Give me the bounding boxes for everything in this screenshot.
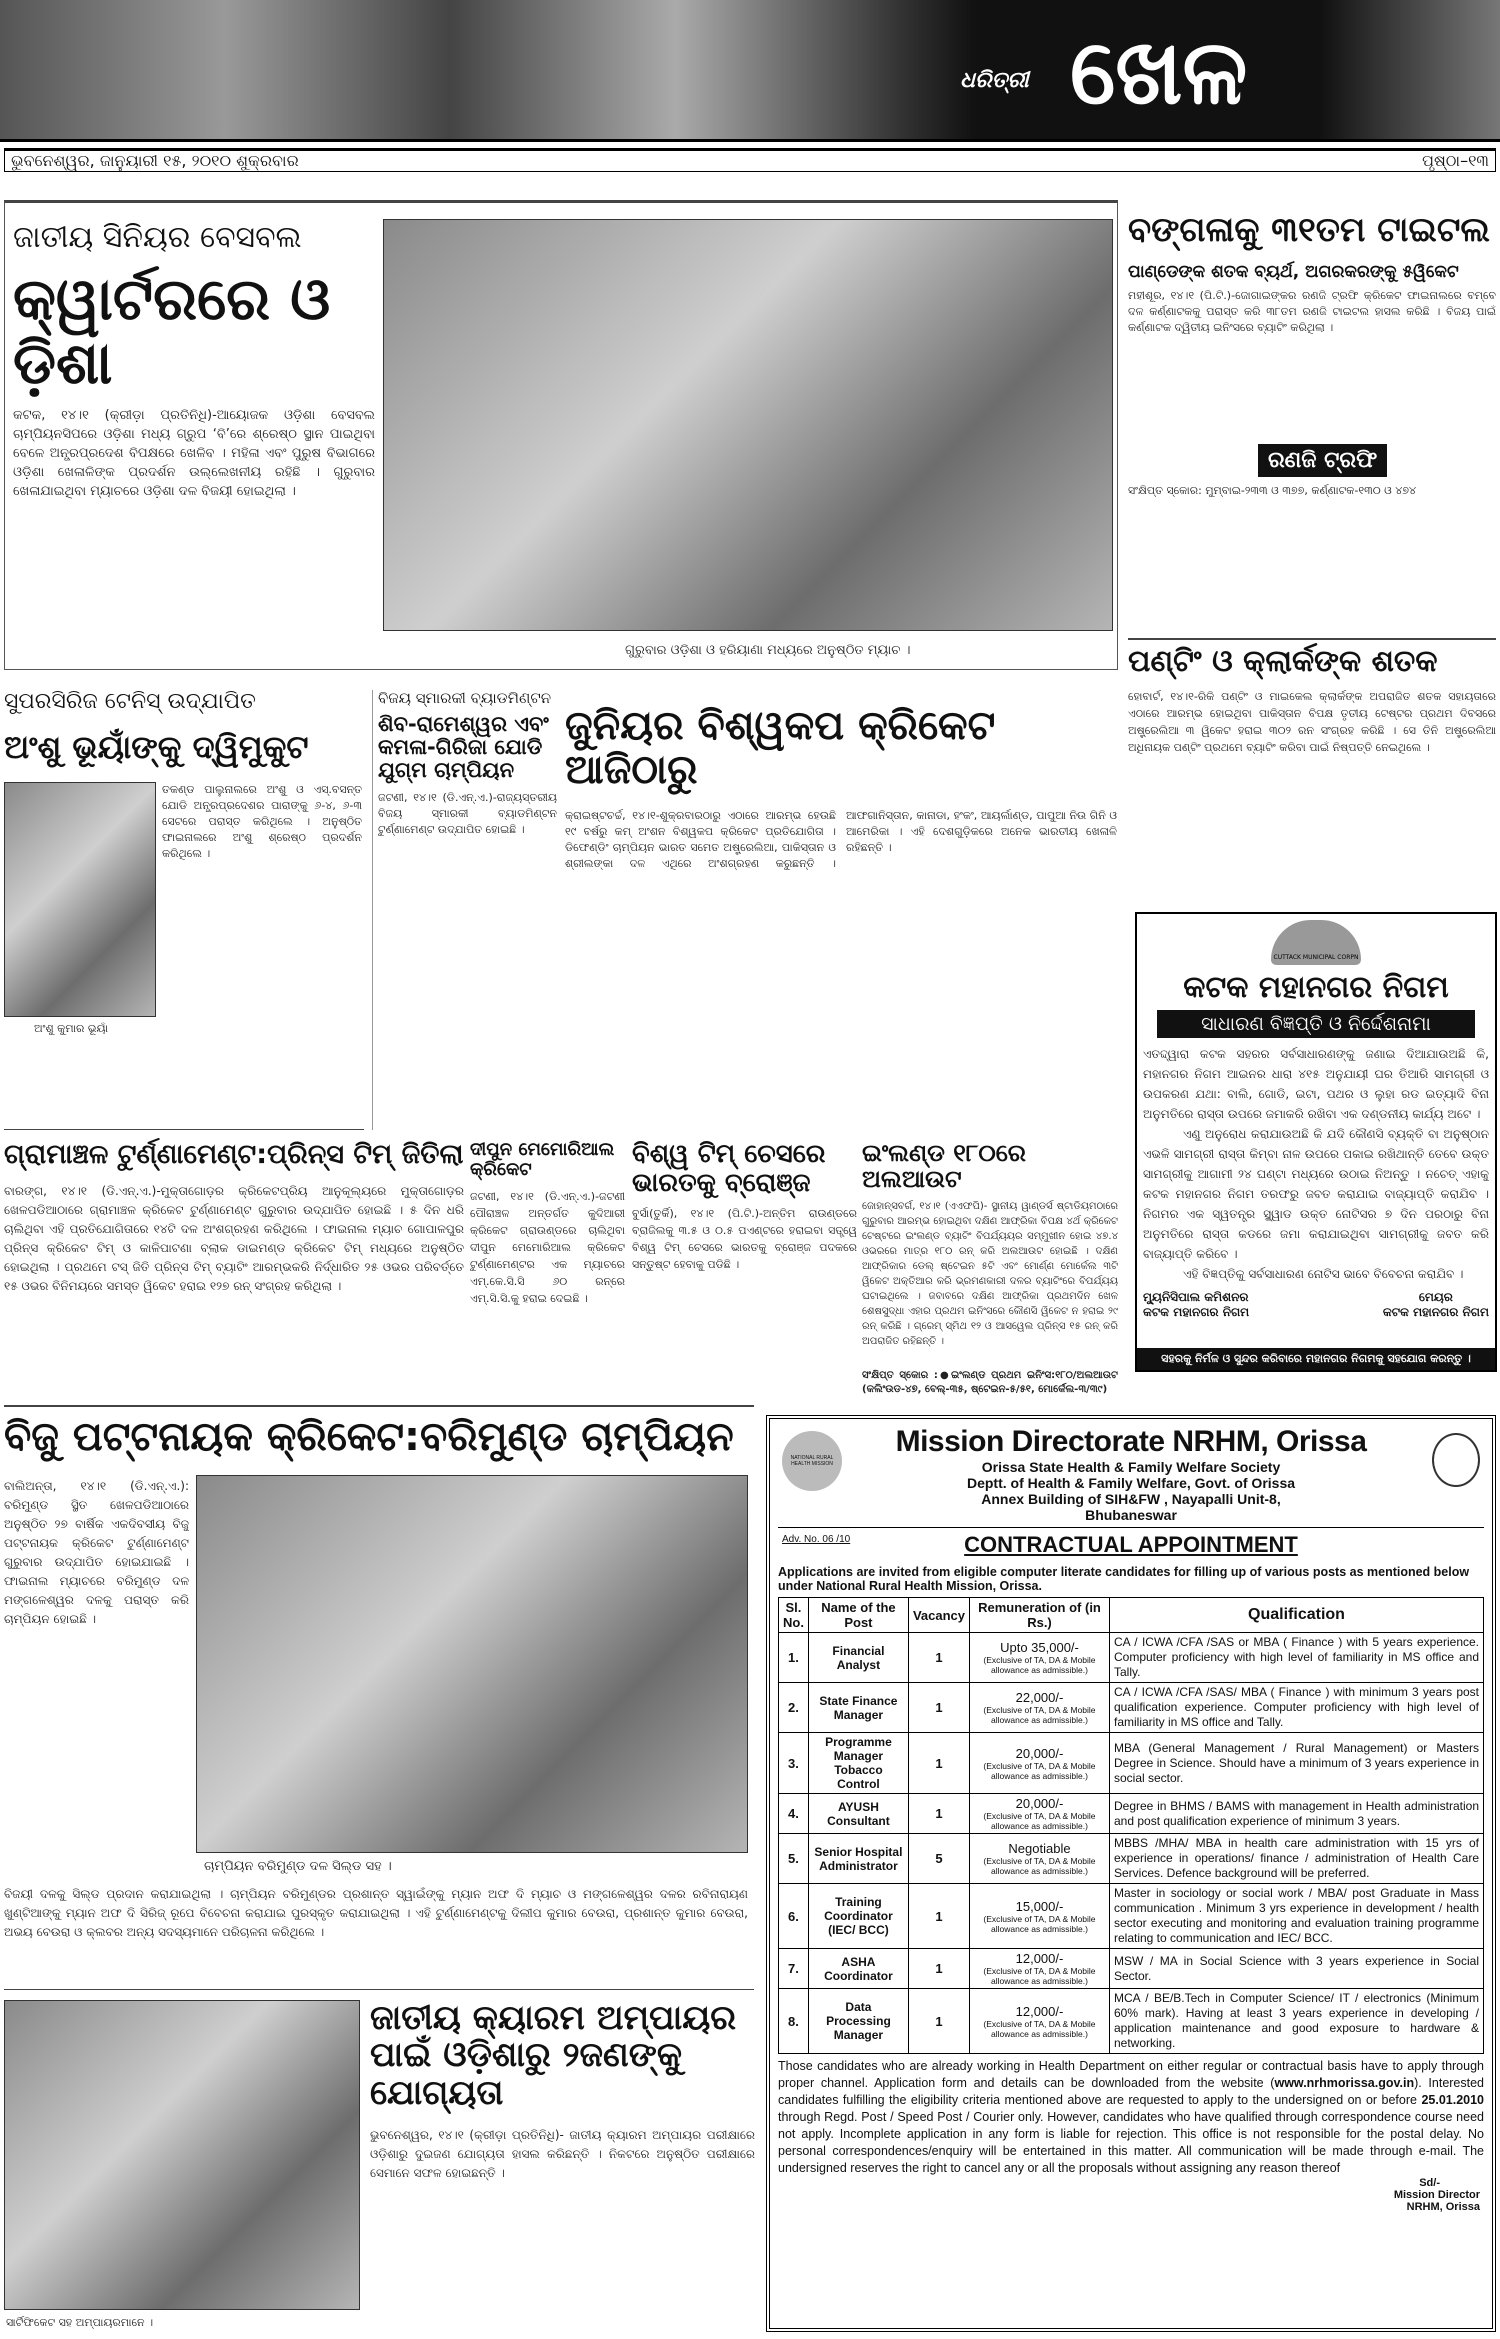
- cmc-subtitle: ସାଧାରଣ ବିଜ୍ଞପ୍ତି ଓ ନିର୍ଦ୍ଦେଶନାମା: [1157, 1010, 1475, 1038]
- col-post: Name of the Post: [808, 1598, 908, 1633]
- footer-part-1: Those candidates who are already working in Health Department on either regular or contractual basis have to apply through proper channel. Application form and details can be downloaded from the website (: [778, 2059, 1484, 2090]
- ranji-trophy-tag: ରଣଜି ଟ୍ରଫି: [1258, 444, 1387, 477]
- page-number: ପୃଷ୍ଠା–୧୩: [1421, 151, 1489, 170]
- caption: ଗୁରୁବାର ଓଡ଼ିଶା ଓ ହରିୟାଣା ମଧ୍ୟରେ ଅନୁଷ୍ଠିତ ମ୍ୟାଚ ।: [625, 643, 911, 658]
- cmc-body-3: ଏହି ବିଜ୍ଞପ୍ତିକୁ ସର୍ବସାଧାରଣ ନୋଟିସ ଭାବେ ବିବେଚନା କରାଯିବ ।: [1183, 1267, 1464, 1281]
- body: କଟକ, ୧୪।୧ (କ୍ରୀଡ଼ା ପ୍ରତିନିଧି)-ଆୟୋଜକ ଓଡ଼ିଶା ବେସବଲ ଚାମ୍ପିୟନସିପରେ ଓଡ଼ିଶା ମଧ୍ୟ ଗ୍ରୁପ ‘ବି’ରେ ଶ୍ରେଷ୍ଠ ସ୍ଥାନ ପାଇଥିବା ବେଳେ ଅନ୍ଧ୍ରପ୍ରଦେଶ ବିପକ୍ଷରେ ଖେଳିବ । ମହିଳା ଏବଂ ପୁରୁଷ ବିଭାଗରେ ଓଡ଼ିଶା ଖେଳାଳିଙ୍କ ପ୍ରଦର୍ଶନ ଉଲ୍ଲେଖନୀୟ ରହିଛି । ଗୁରୁବାର ଖେଳାଯାଇଥିବା ମ୍ୟାଚରେ ଓଡ଼ିଶା ଦଳ ବିଜୟୀ ହୋଇଥିଲା ।: [13, 407, 375, 499]
- allowance-note: (Exclusive of TA, DA & Mobile allowance as admissible.): [983, 1705, 1096, 1725]
- ad-line-2: Deptt. of Health & Family Welfare, Govt. of Orissa: [966, 1475, 1296, 1491]
- headline: ବଙ୍ଗଳାକୁ ୩୧ତମ ଟାଇଟଲ: [1128, 210, 1490, 250]
- ad-intro: Applications are invited from eligible computer literate candidates for filling up of various posts as mentioned below under National Rural Health Mission, Orissa.: [778, 1565, 1470, 1593]
- qualification: Degree in BHMS / BAMS with management in Health administration and post qualification experience of minimum 3 years.: [1109, 1794, 1483, 1834]
- commissioner-org: କଟକ ମହାନଗର ନିଗମ: [1143, 1305, 1250, 1319]
- score: ସଂକ୍ଷିପ୍ତ ସ୍କୋର: ମୁମ୍ବାଇ-୨୩୩ ଓ ୩୭୭, କର୍ଣ୍ଣାଟକ-୧୩୦ ଓ ୪୭୪: [1128, 484, 1417, 498]
- headline: କ୍ୱାର୍ଟରରେ ଓଡ଼ିଶା: [13, 265, 331, 397]
- pay-value: 20,000/-: [1015, 1745, 1064, 1761]
- mayor-org: କଟକ ମହାନଗର ନିଗମ: [1382, 1305, 1489, 1319]
- score: ସଂକ୍ଷିପ୍ତ ସ୍କୋର :●ଇଂଲଣ୍ଡ ପ୍ରଥମ ଇନିଂସ:୧୮୦/ଅଲଆଉଟ (କଲିଂଉଡ-୪୭, ବେଲ୍-୩୫, ଷ୍ଟେଇନ-୫/୫୧, ମୋର୍କେଲ-୩/୩୯): [862, 1369, 1118, 1395]
- ad-heading: CONTRACTUAL APPOINTMENT: [964, 1532, 1298, 1557]
- table-row: [779, 1633, 1484, 1683]
- sign-sd: Sd/-: [1419, 2177, 1440, 2189]
- cmc-emblem: CUTTACK MUNICIPAL CORPN: [1271, 920, 1361, 965]
- cmc-body-1: ଏତଦ୍ଦ୍ୱାରା କଟକ ସହରର ସର୍ବସାଧାରଣଙ୍କୁ ଜଣାଇ ଦିଆଯାଉଅଛି କି, ମହାନଗର ନିଗମ ଆଇନର ଧାରା ୪୧୫ ଅନୁଯାୟୀ ଘର ତିଆରି ସାମଗ୍ରୀ ଓ ଉପକରଣ ଯଥା: ବାଲି, ଗୋଡି, ଇଟା, ପଥର ଓ ଲୁହା ରଡ ଇତ୍ୟାଦି ବିନା ଅନୁମତିରେ ରାସ୍ତା ଉପରେ ଜମାକରି ରଖିବା ଏକ ଦଣ୍ଡନୀୟ କାର୍ଯ୍ୟ ଅଟେ ।: [1143, 1047, 1489, 1121]
- allowance-note: (Exclusive of TA, DA & Mobile allowance as admissible.): [983, 1913, 1096, 1934]
- sl: 5.: [779, 1834, 809, 1884]
- post: AYUSH Consultant: [808, 1794, 908, 1834]
- cmc-signatures: [1143, 1290, 1489, 1320]
- ad-footer-text: [778, 2058, 1484, 2177]
- posts-table: [778, 1597, 1484, 2054]
- post: Programme Manager Tobacco Control: [808, 1733, 908, 1794]
- vacancy: 1: [908, 1683, 969, 1733]
- pay-value: 15,000/-: [1015, 1898, 1064, 1914]
- headline: ଗ୍ରାମାଞ୍ଚଳ ଟୁର୍ଣ୍ଣାମେଣ୍ଟ:ପ୍ରିନ୍ସ ଟିମ୍ ଜିତିଲା: [4, 1139, 464, 1170]
- body: ଜଟଣୀ, ୧୪।୧ (ଡି.ଏନ୍.ଏ.)-ଜଟଣୀ ପୌରାଞ୍ଚଳ ଅନ୍ତର୍ଗତ କୁଦିଆରୀ କ୍ରିକେଟ ଗ୍ରାଉଣ୍ଡରେ ଚାଲିଥିବା ଦୀପୁନ ମେମୋରିଆଲ କ୍ରିକେଟ ଟୁର୍ଣ୍ଣାମେଣ୍ଟର ଏକ ମ୍ୟାଚରେ ଏମ୍.କେ.ସି.ସି ୬୦ ରନ୍‌ରେ ଏମ୍.ସି.ସି.କୁ ହରାଇ ଦେଇଛି ।: [470, 1189, 625, 1305]
- pay: [969, 1834, 1109, 1884]
- kicker: ସୁପରସିରିଜ ଟେନିସ୍ ଉଦ୍‌ଯାପିତ: [4, 689, 256, 714]
- body: ବୁର୍ସା(ତୁର୍କି), ୧୪।୧ (ପି.ଟି.)-ଅନ୍ତିମ ରାଉଣ୍ଡରେ ବ୍ରାଜିଲକୁ ୩.୫ ଓ ୦.୫ ପଏଣ୍ଟରେ ହରାଇବା ସତ୍ତ୍ୱେ ବିଶ୍ୱ ଟିମ୍ ଚେସରେ ଭାରତକୁ ବ୍ରୋଞ୍ଜ ପଦକରେ ସନ୍ତୁଷ୍ଟ ହେବାକୁ ପଡିଛି ।: [632, 1207, 857, 1272]
- ad-signature: [778, 2177, 1480, 2213]
- qualification: CA / ICWA /CFA /SAS/ MBA ( Finance ) with minimum 3 years post qualification experience. Computer proficiency with high level of familiarity in MS office and Tally.: [1109, 1683, 1483, 1733]
- vacancy: 1: [908, 1949, 969, 1989]
- table-row: [779, 1733, 1484, 1794]
- carrom-caption: ସାର୍ଟିଫିକେଟ ସହ ଅମ୍ପାୟରମାନେ ।: [6, 2316, 154, 2329]
- post: Senior Hospital Administrator: [808, 1834, 908, 1884]
- sl: 4.: [779, 1794, 809, 1834]
- pay: [969, 1733, 1109, 1794]
- pay: [969, 1633, 1109, 1683]
- headline: ଅଂଶୁ ଭୂୟାଁଙ୍କୁ ଦ୍ୱିମୁକୁଟ: [4, 728, 309, 767]
- sl: 3.: [779, 1733, 809, 1794]
- col-sl: Sl. No.: [779, 1598, 809, 1633]
- date-bar: [4, 148, 1496, 172]
- ad-line-1: Orissa State Health & Family Welfare Society: [981, 1459, 1281, 1475]
- table-row: [779, 1949, 1484, 1989]
- umpires-photo: [4, 2000, 360, 2310]
- website-link[interactable]: www.nrhmorissa.gov.in: [1274, 2076, 1415, 2090]
- caption: ଚାମ୍ପିୟନ ବରିମୁଣ୍ଡ ଦଳ ସିଲ୍ଡ ସହ ।: [204, 1859, 392, 1874]
- dateline: ଭୁବନେଶ୍ୱର, ଜାନୁୟାରୀ ୧୫, ୨୦୧୦ ଶୁକ୍ରବାର: [11, 151, 299, 170]
- article-england: [862, 1140, 1118, 1395]
- tennis-player-photo: [4, 782, 156, 1017]
- cmc-notice: [1135, 912, 1497, 1372]
- vacancy: 5: [908, 1834, 969, 1884]
- headline: ପଣ୍ଟିଂ ଓ କ୍ଲାର୍କଙ୍କ ଶତକ: [1128, 644, 1438, 679]
- pay-value: Negotiable: [1008, 1841, 1071, 1856]
- vacancy: 1: [908, 1884, 969, 1949]
- article-biju-cricket: [4, 1405, 754, 1990]
- qualification: MBA (General Management / Rural Management) or Masters Degree in Science. Should have a minimum of 3 years experience in social sector.: [1109, 1733, 1483, 1794]
- sl: 7.: [779, 1949, 809, 1989]
- post: Data Processing Manager: [808, 1989, 908, 2054]
- qualification: MCA / BE/B.Tech in Computer Science/ IT / electronics (Minimum 60% mark). Having at least 3 years experience in developing / application maintenance and good exposure to hardware & networking.: [1109, 1989, 1483, 2054]
- ad-line-3: Annex Building of SIH&FW , Nayapalli Unit-8,: [981, 1491, 1281, 1507]
- sl: 6.: [779, 1884, 809, 1949]
- pay: [969, 1683, 1109, 1733]
- table-row: [779, 1834, 1484, 1884]
- allowance-note: (Exclusive of TA, DA & Mobile allowance as admissible.): [983, 1966, 1096, 1986]
- body: ତକଣ୍ଡ ପାଲୁନାଲରେ ଅଂଶୁ ଓ ଏସ୍.ବସନ୍ତ ଯୋଡି ଅନ୍ଧ୍ରପ୍ରଦେଶର ପାରାଙ୍କୁ ୬-୪, ୬-୩ ସେଟରେ ପରାସ୍ତ କରିଥିଲେ । ଅନୁଷ୍ଠିତ ଫାଇନାଲରେ ଅଂଶୁ ଶ୍ରେଷ୍ଠ ପ୍ରଦର୍ଶନ କରିଥିଲେ ।: [162, 783, 362, 860]
- table-row: [779, 1884, 1484, 1949]
- article-baseball: [4, 200, 1118, 670]
- allowance-note: (Exclusive of TA, DA & Mobile allowance as admissible.): [983, 1811, 1096, 1831]
- body-bottom: ବିଜୟୀ ଦଳକୁ ସିଲ୍ଡ ପ୍ରଦାନ କରାଯାଇଥିଲା । ଚାମ୍ପିୟନ ବରିମୁଣ୍ଡର ପ୍ରଶାନ୍ତ ସ୍ୱାଇଁଙ୍କୁ ମ୍ୟାନ ଅଫ ଦି ମ୍ୟାଚ ଓ ମଙ୍ଗଳେଶ୍ୱର ଦଳର ରବିନାରାୟଣ ଖୁଣ୍ଟିଆଙ୍କୁ ମ୍ୟାନ ଅଫ ଦି ସିରିଜ୍ ରୂପେ ବିବେଚନା କରାଯାଇ ପୁରସ୍କୃତ କରାଯାଇଥିଲା । ଏହି ଟୁର୍ଣ୍ଣାମେଣ୍ଟକୁ ଦିଲୀପ କୁମାର ବେଉରା, ପ୍ରଶାନ୍ତ କୁମାର ବେଉରା, ଅଭୟ ବେଉରା ଓ କ୍ଲବର ଅନ୍ୟ ସଦସ୍ୟମାନେ ପରିଚାଳନା କରିଥିଲେ ।: [4, 1887, 748, 1939]
- orissa-emblem: [1432, 1433, 1480, 1487]
- article-tennis: [4, 690, 364, 1130]
- article-junior-world-cup: [565, 690, 1117, 1130]
- champion-team-photo: [196, 1475, 748, 1853]
- headline: ଦୀପୁନ ମେମୋରିଆଲ କ୍ରିକେଟ: [470, 1139, 615, 1180]
- headline: ଶିବ-ରାମେଶ୍ୱର ଏବଂ କମଳା-ଗିରିଜା ଯୋଡି ଯୁଗ୍ମ ଚାମ୍ପିୟନ: [378, 711, 549, 782]
- headline: ବିଜୁ ପଟ୍ଟନାୟକ କ୍ରିକେଟ:ବରିମୁଣ୍ଡ ଚାମ୍ପିୟନ: [4, 1414, 734, 1460]
- kicker: ଜାତୀୟ ସିନିୟର ବେସବଲ: [13, 221, 302, 255]
- pay: [969, 1989, 1109, 2054]
- footer-part-3: through Regd. Post / Speed Post / Courier only. However, candidates who have qualified through correspondence course need not apply. Incomplete application in any form is liable for rejection. This office is not responsible for the postal delay. No personal correspondences/enquiry will be entertained in this matter. All communication will be made through e-mail. The undersigned reserves the right to cancel any or all the proposals without assigning any reason thereof: [778, 2110, 1484, 2175]
- col-vacancy: Vacancy: [908, 1598, 969, 1633]
- masthead: [0, 0, 1500, 142]
- pay-value: 12,000/-: [1015, 2003, 1064, 2019]
- article-dipun-memorial: [470, 1140, 625, 1395]
- headline: ଇଂଲଣ୍ଡ ୧୮୦ରେ ଅଲଆଉଟ: [862, 1139, 1026, 1194]
- body: ଜୋହାନ୍ସବର୍ଗ, ୧୪।୧ (ଏଏଫପି)- ସ୍ଥାନୀୟ ୱାଣ୍ଡର୍ସ ଷ୍ଟାଡିୟମଠାରେ ଗୁରୁବାର ଆରମ୍ଭ ହୋଇଥିବା ଦକ୍ଷିଣ ଆଫ୍ରିକା ବିପକ୍ଷ ୪ର୍ଥ କ୍ରିକେଟ ଟେଷ୍ଟରେ ଇଂଲଣ୍ଡ ବ୍ୟାଟିଂ ବିପର୍ଯ୍ୟୟର ସମ୍ମୁଖୀନ ହୋଇ ୪୭.୪ ଓଭରରେ ମାତ୍ର ୧୮୦ ରନ୍ କରି ଅଲଆଉଟ ହୋଇଛି । ଦକ୍ଷିଣ ଆଫ୍ରିକାର ଡେଲ୍ ଷ୍ଟେଇନ ୫ଟି ଏବଂ ମୋର୍ଣ୍ଣ ମୋର୍କେଲ ୩ଟି ୱିକେଟ ଅକ୍ତିଆର କରି ଭ୍ରମଣକାରୀ ଦଳର ବ୍ୟାଟିଂରେ ବିପର୍ଯ୍ୟୟ ଘଟାଇଥିଲେ । ଜବାବରେ ଦକ୍ଷିଣ ଆଫ୍ରିକା ପ୍ରଥମଦିନ ଖେଳ ଶେଷସୁଦ୍ଧା ଏହାର ପ୍ରଥମ ଇନିଂସରେ କୌଣସି ୱିକେଟ ନ ହରାଇ ୨୯ ରନ୍ କରିଛି । ଗ୍ରେମ୍ ସ୍ମିଥ ୧୨ ଓ ଆସୱେଲ ପ୍ରିନ୍ସ ୧୫ ରନ୍ କରି ଅପରାଜିତ ରହିଛନ୍ତି ।: [862, 1200, 1118, 1347]
- vacancy: 1: [908, 1989, 969, 2054]
- headline: ଜାତୀୟ କ୍ୟାରମ ଅମ୍ପାୟର ପାଇଁ ଓଡ଼ିଶାରୁ ୨ଜଣଙ୍କୁ ଯୋଗ୍ୟତା: [370, 1998, 737, 2113]
- pay-value: 22,000/-: [1015, 1690, 1064, 1705]
- col-pay: Remuneration of (in Rs.): [969, 1598, 1109, 1633]
- allowance-note: (Exclusive of TA, DA & Mobile allowance as admissible.): [983, 2018, 1096, 2039]
- sl: 1.: [779, 1633, 809, 1683]
- baseball-photo: [383, 219, 1113, 631]
- adv-number: Adv. No. 06 /10: [782, 1534, 851, 1545]
- qualification: MSW / MA in Social Science with 3 years experience in Social Sector.: [1109, 1949, 1483, 1989]
- body-left: ବାଲିଅନ୍ତା, ୧୪।୧ (ଡି.ଏନ୍.ଏ.): ବରିମୁଣ୍ଡ ସ୍ଥିତ ଖେଳପଡିଆଠାରେ ଅନୁଷ୍ଠିତ ୨୭ ବାର୍ଷିକ ଏକଦିବସୀୟ ବିଜୁ ପଟ୍ଟନାୟକ କ୍ରିକେଟ ଟୁର୍ଣ୍ଣାମେଣ୍ଟ ଗୁରୁବାର ଉଦ୍‌ଯାପିତ ହୋଇଯାଇଛି । ଫାଇନାଲ ମ୍ୟାଚରେ ବରିମୁଣ୍ଡ ଦଳ ମଙ୍ଗଳେଶ୍ୱର ଦଳକୁ ପରାସ୍ତ କରି ଚାମ୍ପିୟନ ହୋଇଛି ।: [4, 1479, 189, 1626]
- vacancy: 1: [908, 1794, 969, 1834]
- article-rural-tournament: [4, 1140, 464, 1395]
- body: ଜଟଣୀ, ୧୪।୧ (ଡି.ଏନ୍.ଏ.)-ରାଜ୍ୟସ୍ତରୀୟ ବିଜୟ ସ୍ମାରକୀ ବ୍ୟାଡମିଣ୍ଟନ ଟୁର୍ଣ୍ଣାମେଣ୍ଟ ଉଦ୍‌ଯାପିତ ହୋଇଛି ।: [378, 790, 557, 836]
- pay-value: Upto 35,000/-: [1000, 1640, 1079, 1655]
- cmc-title: କଟକ ମହାନଗର ନିଗମ: [1183, 970, 1449, 1005]
- cmc-body-2: ଏଣୁ ଅନୁରୋଧ କରାଯାଉଅଛି କି ଯଦି କୌଣସି ବ୍ୟକ୍ତି ବା ଅନୁଷ୍ଠାନ ଏଭଳି ସାମଗ୍ରୀ ରାସ୍ତା କିମ୍ବା ନାଳ ଉପରେ ପକାଇ ରଖିଥାନ୍ତି ତେବେ ଉକ୍ତ ସାମଗ୍ରୀକୁ ଆଗାମୀ ୨୪ ଘଣ୍ଟା ମଧ୍ୟରେ ଉଠାଇ ନିଅନ୍ତୁ । ନଚେତ୍ ଏହାକୁ କଟକ ମହାନଗର ନିଗମ ତରଫରୁ ଜବତ କରାଯାଇ ବାଜ୍ୟାପ୍ତି କରାଯିବ । ନିଗମର ଏକ ସ୍ୱତନ୍ତ୍ର ସ୍କ୍ୱାଡ ଉକ୍ତ ନୋଟିସର ୭ ଦିନ ପରଠାରୁ ବିନା ଅନୁମତିରେ ରାସ୍ତା କଡରେ ଜମା କରାଯାଇଥିବା ସାମଗ୍ରୀକୁ ଜବତ କରି ବାଜ୍ୟାପ୍ତି କରିବେ ।: [1143, 1127, 1489, 1261]
- headline: ବିଶ୍ୱ ଟିମ୍ ଚେସରେ ଭାରତକୁ ବ୍ରୋଞ୍ଜ: [632, 1139, 826, 1198]
- pay: [969, 1949, 1109, 1989]
- nrhm-advertisement: [766, 1415, 1496, 2332]
- kicker: ବିଜୟ ସ୍ମାରକୀ ବ୍ୟାଡମିଣ୍ଟନ: [378, 689, 552, 707]
- allowance-note: (Exclusive of TA, DA & Mobile allowance as admissible.): [983, 1856, 1096, 1876]
- col-qualification: Qualification: [1109, 1598, 1483, 1633]
- pay-value: 20,000/-: [1015, 1796, 1064, 1811]
- pay: [969, 1794, 1109, 1834]
- qualification: Master in sociology or social work / MBA/ post Graduate in Mass communication . Minimum 3 yrs experience in development / health sector executing and monitoring and evaluation training programme relating to communication and IEC/ BCC.: [1109, 1884, 1483, 1949]
- post: ASHA Coordinator: [808, 1949, 908, 1989]
- cmc-footer: ସହରକୁ ନିର୍ମଳ ଓ ସୁନ୍ଦର କରିବାରେ ମହାନଗର ନିଗମକୁ ସହଯୋଗ କରନ୍ତୁ ।: [1137, 1348, 1495, 1370]
- post: Training Coordinator (IEC/ BCC): [808, 1884, 908, 1949]
- subhead: ପାଣ୍ଡେଙ୍କ ଶତକ ବ୍ୟର୍ଥ, ଅଗରକରଙ୍କୁ ୫ୱିକେଟ: [1128, 262, 1459, 283]
- sl: 2.: [779, 1683, 809, 1733]
- qualification: CA / ICWA /CFA /SAS or MBA ( Finance ) with 5 years experience. Computer proficiency with high level of familiarity in MS office and Tally.: [1109, 1633, 1483, 1683]
- article-chess: [632, 1140, 857, 1395]
- allowance-note: (Exclusive of TA, DA & Mobile allowance as admissible.): [983, 1655, 1096, 1675]
- mayor-title: ମେୟର: [1418, 1290, 1453, 1304]
- post: Financial Analyst: [808, 1633, 908, 1683]
- caption: ଅଂଶୁ କୁମାର ଭୂୟାଁ: [34, 1022, 109, 1035]
- table-row: [779, 1683, 1484, 1733]
- body: ହୋବାର୍ଟ, ୧୪।୧-ରିକି ପଣ୍ଟିଂ ଓ ମାଇକେଲ କ୍ଲାର୍କଙ୍କ ଅପରାଜିତ ଶତକ ସହାୟତାରେ ଏଠାରେ ଆରମ୍ଭ ହୋଇଥିବା ପାକିସ୍ତାନ ବିପକ୍ଷ ତୃତୀୟ ଟେଷ୍ଟର ପ୍ରଥମ ଦିବସରେ ଅଷ୍ଟ୍ରେଲିଆ ୩ ୱିକେଟ ହରାଇ ୩୦୨ ରନ ସଂଗ୍ରହ କରିଛି । ସେ ତିନି ଅଷ୍ଟ୍ରେଲିଆ ଅଧିନାୟକ ପଣ୍ଟିଂ ପ୍ରଥମେ ବ୍ୟାଟିଂ କରିବା ପାଇଁ ନିଷ୍ପତ୍ତି ନେଇଥିଲେ ।: [1128, 690, 1496, 754]
- pay: [969, 1884, 1109, 1949]
- vacancy: 1: [908, 1633, 969, 1683]
- ad-line-4: Bhubaneswar: [1085, 1507, 1177, 1523]
- baseball-text-column: [13, 221, 375, 661]
- commissioner-title: ମ୍ୟୁନିସିପାଲ କମିଶନର: [1143, 1290, 1249, 1304]
- pay-value: 12,000/-: [1015, 1951, 1064, 1966]
- sign-title: Mission Director: [1393, 2189, 1480, 2201]
- body: ମହୀଶୂର, ୧୪।୧ (ପି.ଟି.)-ଜୋଗାଇଙ୍କର ରଣଜି ଟ୍ରଫି କ୍ରିକେଟ ଫାଇନାଲରେ ବମ୍ବେ ଦଳ କର୍ଣ୍ଣାଟକକୁ ପରାସ୍ତ କରି ୩୮ତମ ରଣଜି ଟାଇଟଲ ହାସଲ କରିଛି । ବିଜୟ ପାଇଁ କର୍ଣ୍ଣାଟକ ଦ୍ୱିତୀୟ ଇନିଂସରେ ବ୍ୟାଟିଂ କରିଥିଲା ।: [1128, 289, 1496, 335]
- table-row: [779, 1794, 1484, 1834]
- article-mumbai-title: [1128, 200, 1496, 640]
- body: କ୍ରାଇଷ୍ଟଚର୍ଚ୍ଚ, ୧୪।୧-ଶୁକ୍ରବାରଠାରୁ ଏଠାରେ ଆରମ୍ଭ ହେଉଛି ୧୯ ବର୍ଷରୁ କମ୍ ଅଂଶନ ବିଶ୍ୱକପ କ୍ରିକେଟ ପ୍ରତିଯୋଗିତା । ଡିଫେଣ୍ଡିଂ ଚାମ୍ପିୟନ ଭାରତ ସମେତ ଅଷ୍ଟ୍ରେଲିଆ, ପାକିସ୍ତାନ ଓ ଶ୍ରୀଲଙ୍କା ଦଳ ଏଥିରେ ଅଂଶଗ୍ରହଣ କରୁଛନ୍ତି । ଆଫଗାନିସ୍ତାନ, କାନାଡା, ହଂକଂ, ଆୟର୍ଲାଣ୍ଡ, ପାପୁଆ ନିଉ ଗିନି ଓ ଆମେରିକା । ଏହି ଦେଶଗୁଡ଼ିକରେ ଅନେକ ଭାରତୀୟ ଖେଳାଳି ରହିଛନ୍ତି ।: [565, 809, 1117, 870]
- sl: 8.: [779, 1989, 809, 2054]
- deadline: 25.01.2010: [1421, 2093, 1484, 2107]
- section-title: ଖେଳ: [1070, 20, 1248, 125]
- paper-logo: ଧରିତ୍ରୀ: [960, 68, 1029, 93]
- article-carrom: [370, 2000, 755, 2330]
- sign-org: NRHM, Orissa: [1406, 2201, 1480, 2213]
- body: ବାରଙ୍ଗ, ୧୪।୧ (ଡି.ଏନ୍.ଏ.)-ମୁକ୍ତାଗୋଡ଼ର କ୍ରିକେଟପ୍ରିୟ ଆନୁକୂଲ୍ୟରେ ମୁକ୍ତାଗୋଡ଼ର ଖେଳପଡିଆଠାରେ ଗ୍ରାମାଞ୍ଚଳ କ୍ରିକେଟ ଟୁର୍ଣ୍ଣାମେଣ୍ଟ ଗୁରୁବାର ଉଦ୍‌ଯାପିତ ହୋଇଛି । ୫ ଦିନ ଧରି ଚାଲିଥିବା ଏହି ପ୍ରତିଯୋଗିତାରେ ୧୪ଟି ଦଳ ଅଂଶଗ୍ରହଣ କରିଥିଲେ । ଫାଇନାଲ ମ୍ୟାଚ ଗୋପାଳପୁର ପ୍ରିନ୍ସ କ୍ରିକେଟ ଟିମ୍ ଓ କାଳିପାଟଣା ବ୍ଲାକ ଡାଇମଣ୍ଡ କ୍ରିକେଟ ଟିମ୍ ମଧ୍ୟରେ ଅନୁଷ୍ଠିତ ହୋଇଥିଲା । ପ୍ରଥମେ ଟସ୍ ଜିତି ପ୍ରିନ୍ସ ଟିମ୍ ବ୍ୟାଟିଂ ଆରମ୍ଭକରି ନିର୍ଦ୍ଧାରିତ ୨୫ ଓଭର ପରିବର୍ତ୍ତେ ୧୫ ଓଭର ବିନିମୟରେ ସମସ୍ତ ୱିକେଟ ହରାଇ ୧୨୭ ରନ୍ ସଂଗ୍ରହ କରିଥିଲା ।: [4, 1183, 464, 1293]
- vacancy: 1: [908, 1733, 969, 1794]
- nrhm-logo: NATIONAL RURAL HEALTH MISSION: [782, 1431, 842, 1491]
- headline: ଜୁନିୟର ବିଶ୍ୱକପ କ୍ରିକେଟ ଆଜିଠାରୁ: [565, 703, 996, 793]
- article-ponting: [1128, 645, 1496, 905]
- allowance-note: (Exclusive of TA, DA & Mobile allowance as admissible.): [983, 1760, 1096, 1781]
- table-row: [779, 1989, 1484, 2054]
- footer-part-2: ). Interested candidates fulfilling the eligibility criteria mentioned above are requested to apply to the undersigned on or before: [778, 2076, 1485, 2107]
- post: State Finance Manager: [808, 1683, 908, 1733]
- article-badminton: [372, 690, 557, 1130]
- body: ଭୁବନେଶ୍ୱର, ୧୪।୧ (କ୍ରୀଡ଼ା ପ୍ରତିନିଧି)- ଜାତୀୟ କ୍ୟାରମ ଅମ୍ପାୟର ପରୀକ୍ଷାରେ ଓଡ଼ିଶାରୁ ଦୁଇଜଣ ଯୋଗ୍ୟତା ହାସଲ କରିଛନ୍ତି । ନିକଟରେ ଅନୁଷ୍ଠିତ ପରୀକ୍ଷାରେ ସେମାନେ ସଫଳ ହୋଇଛନ୍ତି ।: [370, 2128, 755, 2181]
- qualification: MBBS /MHA/ MBA in health care administration with 15 yrs of experience in operations/ finance / administration of Health Care Services. Defence background will be preferred.: [1109, 1834, 1483, 1884]
- ad-title: Mission Directorate NRHM, Orissa: [895, 1425, 1367, 1458]
